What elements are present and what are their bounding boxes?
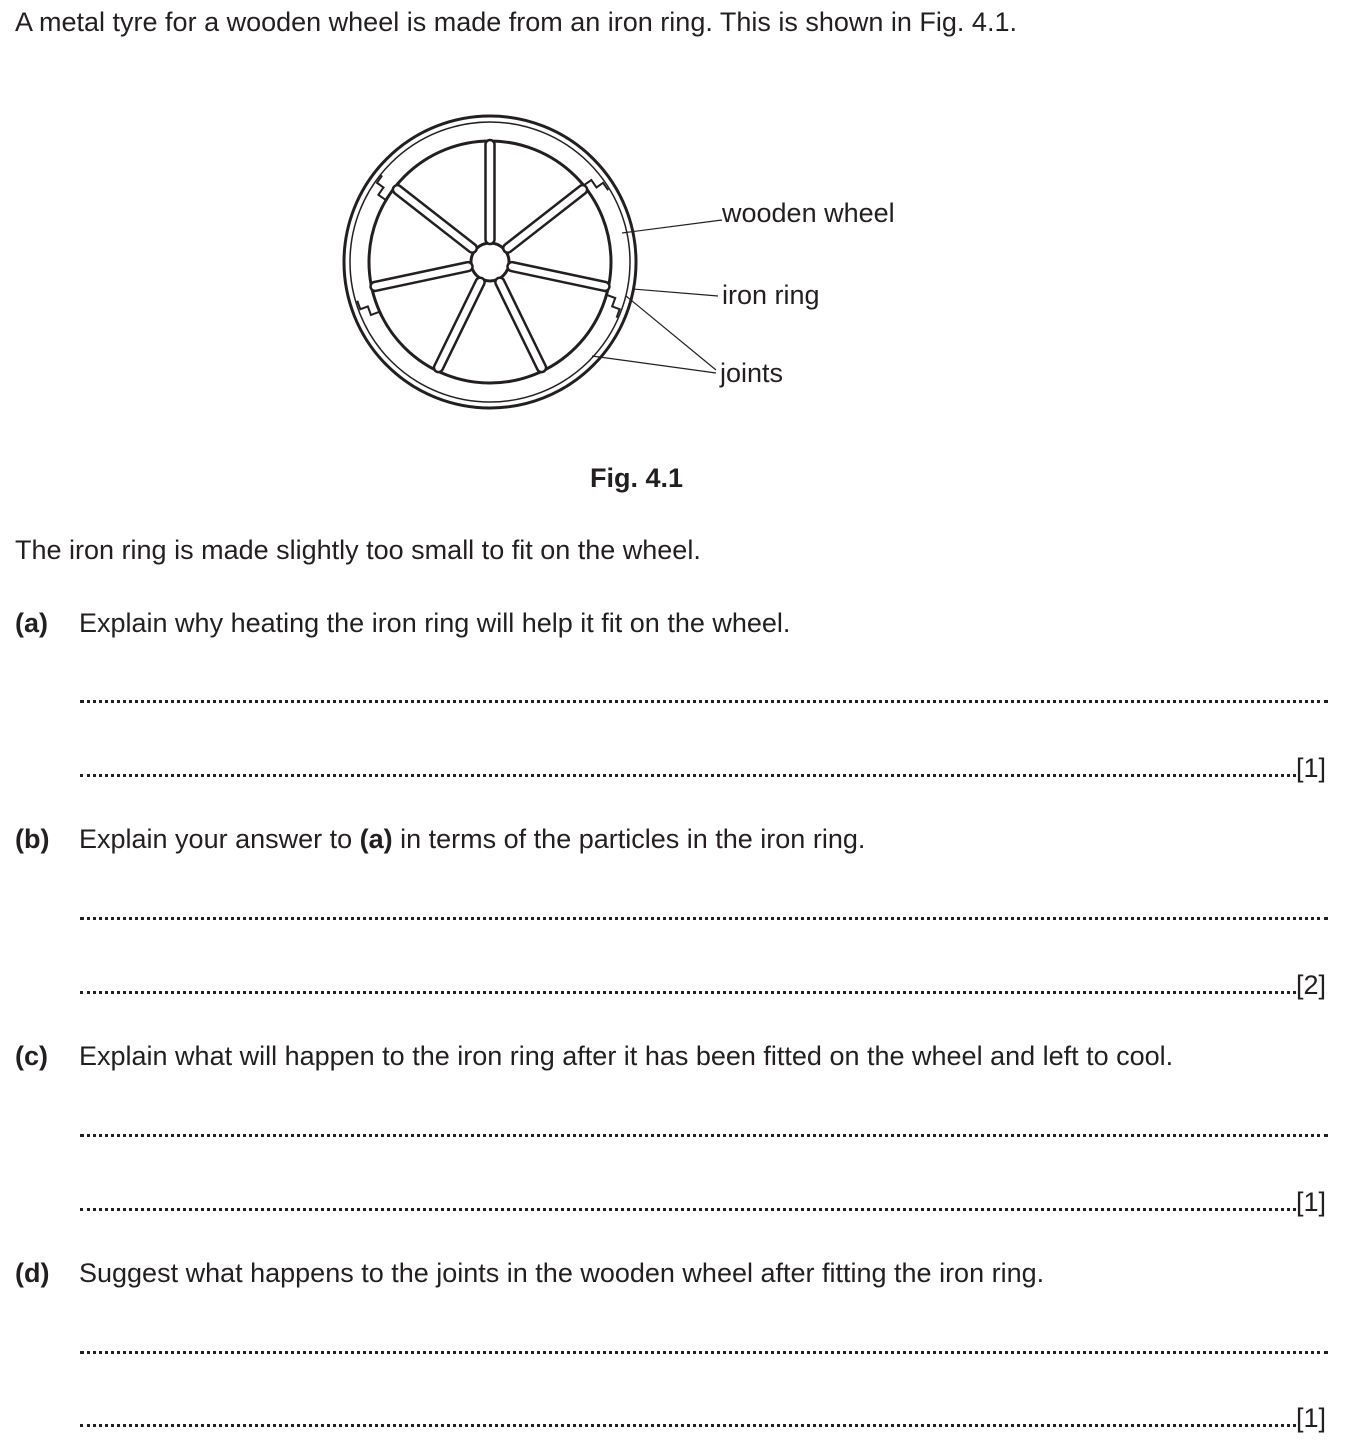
answer-line-d-1[interactable] bbox=[80, 1351, 1328, 1354]
intro-text: A metal tyre for a wooden wheel is made from an iron ring. This is shown in Fig. 4.1. bbox=[15, 7, 1017, 37]
answer-line-a-1[interactable] bbox=[80, 700, 1328, 703]
spoke bbox=[507, 261, 611, 291]
question-b-reference: (a) bbox=[359, 824, 393, 854]
question-b-label: (b) bbox=[15, 824, 50, 854]
spoke bbox=[494, 276, 548, 373]
question-b-text bbox=[79, 823, 865, 855]
spoke bbox=[501, 183, 588, 254]
marks-d: [1] bbox=[1296, 1403, 1327, 1433]
marks-a: [1] bbox=[1296, 753, 1327, 783]
wheel-drawing bbox=[344, 116, 636, 408]
figure-caption: Fig. 4.1 bbox=[590, 463, 684, 493]
answer-line-b-2[interactable] bbox=[80, 991, 1296, 994]
question-c-text: Explain what will happen to the iron ring after it has been fitted on the wheel and left to cool. bbox=[79, 1041, 1174, 1071]
spoke bbox=[432, 276, 486, 373]
label-wooden-wheel: wooden wheel bbox=[722, 198, 895, 228]
question-a-label: (a) bbox=[15, 608, 48, 638]
answer-line-d-2[interactable] bbox=[80, 1424, 1296, 1427]
answer-line-c-1[interactable] bbox=[80, 1134, 1328, 1137]
label-joints: joints bbox=[720, 358, 784, 388]
question-a-text: Explain why heating the iron ring will help it fit on the wheel. bbox=[79, 608, 791, 638]
spoke bbox=[391, 183, 478, 254]
marks-c: [1] bbox=[1296, 1187, 1327, 1217]
statement-text: The iron ring is made slightly too small to fit on the wheel. bbox=[15, 535, 701, 565]
marks-b: [2] bbox=[1296, 970, 1327, 1000]
answer-line-b-1[interactable] bbox=[80, 917, 1328, 920]
question-c-label: (c) bbox=[15, 1041, 48, 1071]
spoke bbox=[370, 261, 474, 291]
question-b-text-start: Explain your answer to bbox=[79, 824, 360, 854]
question-d-text: Suggest what happens to the joints in the wooden wheel after fitting the iron ring. bbox=[79, 1258, 1045, 1288]
answer-line-c-2[interactable] bbox=[80, 1208, 1296, 1211]
label-iron-ring: iron ring bbox=[722, 280, 820, 310]
answer-line-a-2[interactable] bbox=[80, 774, 1296, 777]
spoke bbox=[486, 140, 495, 244]
question-d-label: (d) bbox=[15, 1258, 50, 1288]
question-b-text-end: in terms of the particles in the iron ring. bbox=[392, 824, 866, 854]
